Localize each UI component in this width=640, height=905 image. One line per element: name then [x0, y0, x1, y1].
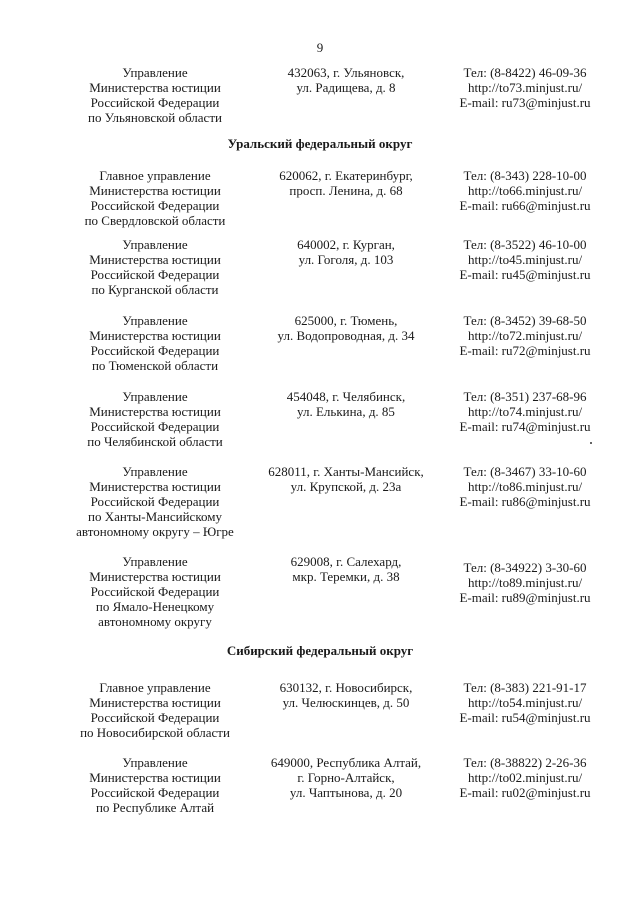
office-name-line: Министерства юстиции: [89, 770, 221, 785]
office-contacts-line: E-mail: ru66@minjust.ru: [459, 198, 591, 213]
office-contacts-line: http://to66.minjust.ru/: [467, 183, 583, 198]
office-contacts: [440, 65, 610, 110]
office-name-line: Управление: [122, 464, 188, 479]
office-name-line: Министерства юстиции: [89, 569, 221, 584]
office-address-line: ул. Крупской, д. 23а: [290, 479, 402, 494]
office-address: [262, 237, 430, 267]
office-name: [62, 554, 248, 629]
office-address-line: 620062, г. Екатеринбург,: [279, 168, 413, 183]
office-address-line: 432063, г. Ульяновск,: [287, 65, 405, 80]
office-name-line: по Свердловской области: [84, 213, 226, 228]
office-name-line: Министерства юстиции: [89, 479, 221, 494]
office-address: [262, 65, 430, 95]
office-address-line: ул. Водопроводная, д. 34: [277, 328, 415, 343]
office-name: [62, 755, 248, 815]
office-name: [62, 389, 248, 449]
office-address: [262, 680, 430, 710]
office-name-line: Управление: [122, 389, 188, 404]
office-contacts-line: http://to74.minjust.ru/: [467, 404, 583, 419]
office-contacts-line: Тел: (8-8422) 46-09-36: [463, 65, 587, 80]
office-address-line: 640002, г. Курган,: [297, 237, 395, 252]
office-name: [62, 237, 248, 297]
office-address: [262, 464, 430, 494]
office-name-line: Министерства юстиции: [89, 404, 221, 419]
office-name-line: Управление: [122, 554, 188, 569]
office-name-line: Министерства юстиции: [89, 252, 221, 267]
office-address: [262, 313, 430, 343]
office-name-line: по Новосибирской области: [80, 725, 230, 740]
office-contacts-line: Тел: (8-3522) 46-10-00: [463, 237, 587, 252]
office-address: [262, 755, 430, 800]
office-contacts-line: http://to72.minjust.ru/: [467, 328, 583, 343]
office-contacts-line: E-mail: ru86@minjust.ru: [459, 494, 591, 509]
office-contacts-line: E-mail: ru45@minjust.ru: [459, 267, 591, 282]
office-address-line: мкр. Теремки, д. 38: [292, 569, 400, 584]
office-contacts-line: Тел: (8-383) 221-91-17: [463, 680, 587, 695]
section-heading: Уральский федеральный округ: [227, 136, 413, 151]
office-contacts-line: E-mail: ru54@minjust.ru: [459, 710, 591, 725]
office-contacts: [440, 313, 610, 358]
office-contacts-line: http://to86.minjust.ru/: [467, 479, 583, 494]
office-address-line: г. Горно-Алтайск,: [297, 770, 395, 785]
scan-dot: [590, 442, 592, 444]
office-address: [262, 168, 430, 198]
office-name-line: по Ульяновской области: [88, 110, 222, 125]
office-address-line: ул. Гоголя, д. 103: [298, 252, 394, 267]
office-name-line: Российской Федерации: [90, 584, 220, 599]
office-contacts-line: Тел: (8-34922) 3-30-60: [463, 560, 587, 575]
office-contacts-line: Тел: (8-351) 237-68-96: [463, 389, 587, 404]
office-address-line: 649000, Республика Алтай,: [270, 755, 422, 770]
office-name-line: Управление: [122, 65, 188, 80]
office-name-line: Российской Федерации: [90, 267, 220, 282]
office-name-line: Главное управление: [99, 168, 211, 183]
office-name: [62, 464, 248, 539]
office-name-line: Управление: [122, 755, 188, 770]
office-contacts: [440, 464, 610, 509]
office-address-line: 628011, г. Ханты-Мансийск,: [268, 464, 424, 479]
office-contacts-line: Тел: (8-3467) 33-10-60: [463, 464, 587, 479]
office-name-line: автономному округу – Югре: [76, 524, 234, 539]
office-name-line: Российской Федерации: [90, 419, 220, 434]
office-contacts: [440, 389, 610, 434]
office-contacts-line: Тел: (8-343) 228-10-00: [463, 168, 587, 183]
office-contacts-line: http://to02.minjust.ru/: [467, 770, 583, 785]
office-contacts-line: http://to54.minjust.ru/: [467, 695, 583, 710]
office-address-line: ул. Челюскинцев, д. 50: [282, 695, 410, 710]
office-address-line: 630132, г. Новосибирск,: [279, 680, 413, 695]
office-contacts: [440, 755, 610, 800]
office-name: [62, 313, 248, 373]
office-name-line: Министерства юстиции: [89, 328, 221, 343]
office-name-line: Российской Федерации: [90, 710, 220, 725]
office-name-line: Управление: [122, 237, 188, 252]
office-address-line: 454048, г. Челябинск,: [286, 389, 406, 404]
office-contacts: [440, 237, 610, 282]
office-name-line: Управление: [122, 313, 188, 328]
page-number: 9: [316, 40, 324, 55]
office-contacts-line: Тел: (8-38822) 2-26-36: [463, 755, 587, 770]
office-name-line: по Челябинской области: [87, 434, 223, 449]
office-contacts: [440, 168, 610, 213]
office-name-line: Министерства юстиции: [89, 183, 221, 198]
office-contacts: [440, 680, 610, 725]
office-name-line: по Республике Алтай: [95, 800, 215, 815]
office-address: [262, 554, 430, 584]
office-name-line: автономному округу: [98, 614, 212, 629]
office-address-line: просп. Ленина, д. 68: [289, 183, 403, 198]
office-name-line: Российской Федерации: [90, 494, 220, 509]
office-contacts-line: http://to89.minjust.ru/: [467, 575, 583, 590]
office-contacts-line: E-mail: ru89@minjust.ru: [459, 590, 591, 605]
office-name: [62, 168, 248, 228]
office-contacts-line: http://to45.minjust.ru/: [467, 252, 583, 267]
office-name-line: Российской Федерации: [90, 198, 220, 213]
office-name: [62, 680, 248, 740]
office-name-line: по Тюменской области: [91, 358, 219, 373]
section-heading: Сибирский федеральный округ: [226, 643, 414, 658]
office-contacts-line: E-mail: ru74@minjust.ru: [459, 419, 591, 434]
office-name-line: по Курганской области: [91, 282, 219, 297]
office-contacts-line: E-mail: ru72@minjust.ru: [459, 343, 591, 358]
office-name-line: Российской Федерации: [90, 95, 220, 110]
office-address-line: ул. Радищева, д. 8: [296, 80, 396, 95]
office-name-line: Главное управление: [99, 680, 211, 695]
office-name: [62, 65, 248, 125]
office-contacts-line: E-mail: ru02@minjust.ru: [459, 785, 591, 800]
office-name-line: Российской Федерации: [90, 343, 220, 358]
office-contacts: [440, 560, 610, 605]
office-contacts-line: Тел: (8-3452) 39-68-50: [463, 313, 587, 328]
office-name-line: Министерства юстиции: [89, 80, 221, 95]
office-name-line: Российской Федерации: [90, 785, 220, 800]
office-address: [262, 389, 430, 419]
office-name-line: по Ханты-Мансийскому: [88, 509, 222, 524]
office-address-line: ул. Елькина, д. 85: [297, 404, 395, 419]
office-contacts-line: E-mail: ru73@minjust.ru: [459, 95, 591, 110]
office-name-line: Министерства юстиции: [89, 695, 221, 710]
office-address-line: 625000, г. Тюмень,: [294, 313, 398, 328]
office-name-line: по Ямало-Ненецкому: [95, 599, 215, 614]
office-address-line: ул. Чаптынова, д. 20: [289, 785, 403, 800]
office-address-line: 629008, г. Салехард,: [290, 554, 402, 569]
office-contacts-line: http://to73.minjust.ru/: [467, 80, 583, 95]
